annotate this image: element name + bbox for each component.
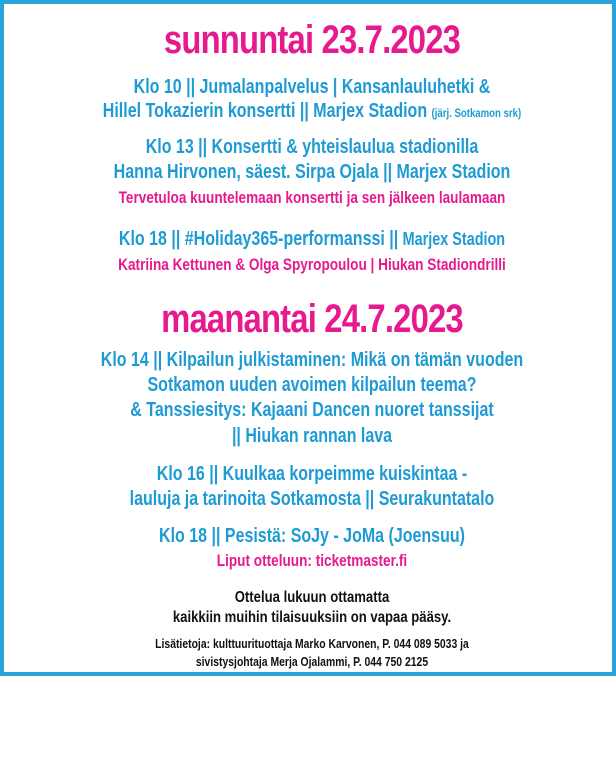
sunday-heading: sunnuntai 23.7.2023	[163, 18, 461, 62]
sunday-event1-line2	[66, 100, 559, 123]
monday-event1-line4: || Hiukan rannan lava	[231, 425, 393, 447]
monday-event2-line2: lauluja ja tarinoita Sotkamosta || Seurakuntatalo	[129, 488, 495, 510]
sunday-event3-line1	[66, 228, 559, 251]
free-entry-notice-line2: kaikkiin muihin tilaisuuksiin on vapaa pääsy.	[172, 609, 452, 626]
sunday-event2-line1: Klo 13 || Konsertti & yhteislaulua stadionilla	[145, 136, 479, 158]
sunday-event1-organizer-note: (järj. Sotkamon srk)	[431, 106, 522, 120]
monday-heading: maanantai 24.7.2023	[161, 297, 463, 341]
monday-event1-line2: Sotkamon uuden avoimen kilpailun teema?	[147, 374, 477, 396]
sunday-event1-line2-main: Hillel Tokazierin konsertti || Marjex Stadion	[102, 100, 432, 122]
sunday-event3-line2: Katriina Kettunen & Olga Spyropoulou | Hiukan Stadiondrilli	[118, 255, 506, 274]
sunday-event2-line2: Hanna Hirvonen, säest. Sirpa Ojala || Marjex Stadion	[113, 161, 511, 183]
sunday-event2-line3: Tervetuloa kuuntelemaan konsertti ja sen jälkeen laulamaan	[118, 188, 506, 207]
contact-info-line2: sivistysjohtaja Merja Ojalammi, P. 044 750 2125	[195, 654, 429, 669]
monday-event2-line1: Klo 16 || Kuulkaa korpeimme kuiskintaa -	[156, 463, 468, 485]
ticket-info: Liput otteluun: ticketmaster.fi	[216, 551, 408, 570]
monday-event1-line3: & Tanssiesitys: Kajaani Dancen nuoret tanssijat	[130, 399, 494, 421]
contact-info-line1: Lisätietoja: kulttuurituottaja Marko Karvonen, P. 044 089 5033 ja	[155, 636, 469, 651]
monday-event3-line1: Klo 18 || Pesistä: SoJy - JoMa (Joensuu)	[159, 525, 465, 547]
free-entry-notice-line1: Ottelua lukuun ottamatta	[234, 589, 390, 606]
sunday-event3-line1-main: Klo 18 || #Holiday365-performanssi ||	[118, 228, 403, 250]
monday-event1-line1: Klo 14 || Kilpailun julkistaminen: Mikä on tämän vuoden	[100, 349, 524, 371]
sunday-event1-line1: Klo 10 || Jumalanpalvelus | Kansanlauluhetki &	[133, 76, 491, 98]
sunday-event3-place: Marjex Stadion	[402, 229, 506, 249]
